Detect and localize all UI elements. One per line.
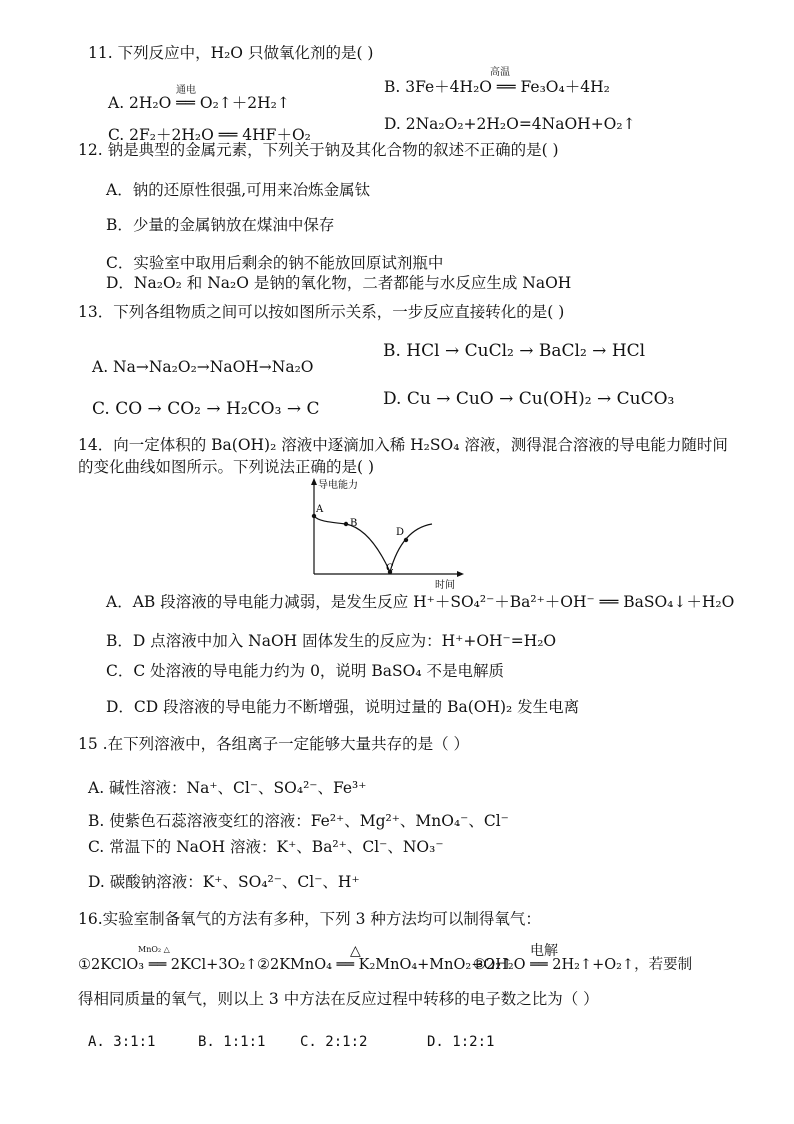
q11-option-c: C. 2F₂＋2H₂O ══ 4HF＋O₂ bbox=[108, 126, 311, 144]
q14-option-c: C．C 处溶液的导电能力约为 0，说明 BaSO₄ 不是电解质 bbox=[106, 662, 504, 680]
q16-equation-1: ①2KClO₃ ══ 2KCl+3O₂↑ bbox=[78, 957, 258, 973]
q14-option-b: B．D 点溶液中加入 NaOH 固体发生的反应为：H⁺+OH⁻=H₂O bbox=[106, 632, 557, 650]
q13-option-b: B. HCl → CuCl₂ → BaCl₂ → HCl bbox=[383, 341, 646, 361]
conductivity-chart bbox=[298, 476, 468, 591]
q12-option-c: C．实验室中取用后剩余的钠不能放回原试剂瓶中 bbox=[106, 254, 444, 272]
q15-option-d: D. 碳酸钠溶液：K⁺、SO₄²⁻、Cl⁻、H⁺ bbox=[88, 873, 360, 891]
q16-option-b: B. 1:1:1 bbox=[198, 1034, 266, 1050]
q16-eq2-condition: △ bbox=[350, 943, 361, 959]
q16-eq1-condition: MnO₂ △ bbox=[138, 945, 170, 954]
q16-option-d: D. 1:2:1 bbox=[427, 1034, 495, 1050]
q11-a-condition: 通电 bbox=[176, 85, 196, 96]
q13-option-c: C. CO → CO₂ → H₂CO₃ → C bbox=[92, 399, 320, 419]
q12-option-a: A．钠的还原性很强,可用来冶炼金属钛 bbox=[106, 181, 371, 199]
q14-option-a: A．AB 段溶液的导电能力减弱，是发生反应 H⁺＋SO₄²⁻＋Ba²⁺＋OH⁻ ══ BaSO₄↓＋H₂O bbox=[106, 593, 735, 611]
q16-stem-line2: 得相同质量的氧气，则以上 3 中方法在反应过程中转移的电子数之比为（ ） bbox=[78, 990, 599, 1008]
q15-option-b: B. 使紫色石蕊溶液变红的溶液：Fe²⁺、Mg²⁺、MnO₄⁻、Cl⁻ bbox=[88, 812, 509, 830]
q15-option-c: C. 常温下的 NaOH 溶液：K⁺、Ba²⁺、Cl⁻、NO₃⁻ bbox=[88, 838, 444, 856]
q16-stem: 16.实验室制备氧气的方法有多种，下列 3 种方法均可以制得氧气： bbox=[78, 910, 541, 928]
q16-option-c: C. 2:1:2 bbox=[300, 1034, 368, 1050]
q16-equation-2: ②2KMnO₄ ══ K₂MnO₄+MnO₂+O₂↑ bbox=[257, 957, 514, 973]
q12-stem: 12. 钠是典型的金属元素，下列关于钠及其化合物的叙述不正确的是( ) bbox=[78, 141, 559, 159]
q14-option-d: D．CD 段溶液的导电能力不断增强，说明过量的 Ba(OH)₂ 发生电离 bbox=[106, 698, 580, 716]
chart-y-arrow bbox=[311, 478, 317, 485]
label-a: A bbox=[316, 504, 324, 515]
q14-stem-line2: 的变化曲线如图所示。下列说法正确的是( ) bbox=[78, 458, 375, 476]
point-d bbox=[404, 538, 408, 542]
label-c: C bbox=[386, 563, 394, 574]
q11-option-b: B. 3Fe＋4H₂O ══ Fe₃O₄＋4H₂ bbox=[384, 78, 610, 96]
q11-option-d: D. 2Na₂O₂+2H₂O=4NaOH+O₂↑ bbox=[384, 115, 636, 133]
label-b: B bbox=[350, 518, 358, 529]
q12-option-d: D．Na₂O₂ 和 Na₂O 是钠的氧化物，二者都能与水反应生成 NaOH bbox=[106, 274, 572, 292]
q15-stem: 15 .在下列溶液中，各组离子一定能够大量共存的是（ ） bbox=[78, 735, 470, 753]
q11-b-condition: 高温 bbox=[490, 67, 510, 78]
q16-equation-3: ③2H₂O ══ 2H₂↑+O₂↑，若要制 bbox=[473, 957, 693, 973]
chart-xlabel: 时间 bbox=[435, 580, 455, 591]
q12-option-b: B．少量的金属钠放在煤油中保存 bbox=[106, 216, 335, 234]
point-b bbox=[344, 522, 348, 526]
q15-option-a: A. 碱性溶液：Na⁺、Cl⁻、SO₄²⁻、Fe³⁺ bbox=[88, 779, 367, 797]
q13-option-d: D. Cu → CuO → Cu(OH)₂ → CuCO₃ bbox=[383, 389, 675, 409]
q11-stem: 11. 下列反应中，H₂O 只做氧化剂的是( ) bbox=[88, 44, 374, 62]
q16-option-a: A. 3:1:1 bbox=[88, 1034, 156, 1050]
q13-option-a: A. Na→Na₂O₂→NaOH→Na₂O bbox=[92, 358, 314, 376]
chart-x-arrow bbox=[457, 571, 464, 577]
q16-eq3-condition: 电解 bbox=[530, 943, 558, 959]
q11-option-a: A. 2H₂O ══ O₂↑＋2H₂↑ bbox=[108, 94, 290, 112]
q13-stem: 13．下列各组物质之间可以按如图所示关系，一步反应直接转化的是( ) bbox=[78, 303, 565, 321]
label-d: D bbox=[396, 527, 405, 538]
q14-stem-line1: 14．向一定体积的 Ba(OH)₂ 溶液中逐滴加入稀 H₂SO₄ 溶液，测得混合溶液的导电能力随时间 bbox=[78, 436, 728, 454]
chart-ylabel: 导电能力 bbox=[318, 480, 358, 491]
